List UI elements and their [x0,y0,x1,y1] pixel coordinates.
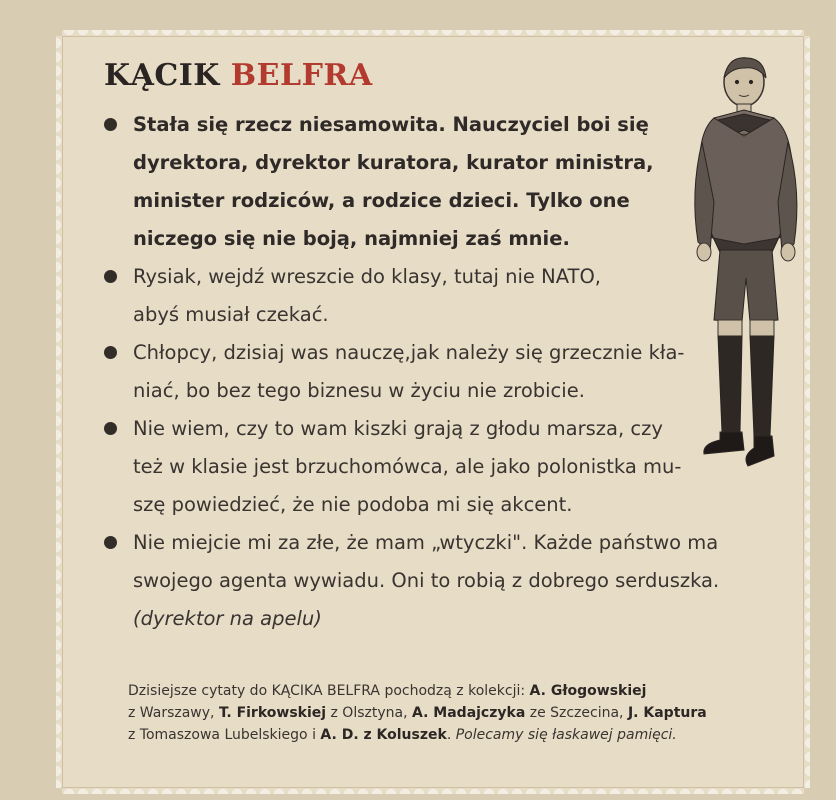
quote-line: też w klasie jest brzuchomówca, ale jako polonistka mu- [133,455,682,478]
quote-item [100,258,690,334]
credits-name: A. D. z Koluszek [320,727,447,743]
credits-text: Dzisiejsze cytaty do KĄCIKA BELFRA pochodzą z kolekcji: [128,683,530,699]
credits-name: A. Madajczyka [412,705,526,721]
quote-line: Nie wiem, czy to wam kiszki grają z głodu marsza, czy [133,417,663,440]
quote-line: Stała się rzecz niesamowita. Nauczyciel boi się [133,113,649,136]
quote-line: Rysiak, wejdź wreszcie do klasy, tutaj nie NATO, [133,265,601,288]
credits-line [128,724,748,746]
credits-text: . [446,727,456,743]
credits-footnote [128,680,748,746]
credits-name: J. Kaptura [627,705,707,721]
credits-line [128,702,748,724]
quote-line: szę powiedzieć, że nie podoba mi się akcent. [133,493,573,516]
schoolboy-illustration [684,52,808,492]
quote-line: swojego agenta wywiadu. Oni to robią z dobrego serduszka. [133,569,720,592]
bullet-icon [104,118,117,131]
quote-item [100,410,690,524]
bullet-icon [104,536,117,549]
title-part-1: KĄCIK [104,58,220,93]
quote-item [100,106,690,258]
credits-name: A. Głogowskiej [529,683,647,699]
quote-item [100,524,720,638]
page-title [104,58,373,93]
quote-line: niczego się nie boją, najmniej zaś mnie. [133,227,570,250]
quote-line: dyrektora, dyrektor kuratora, kurator ministra, [133,151,654,174]
title-part-2: BELFRA [230,58,373,93]
credits-text: ze Szczecina, [525,705,628,721]
credits-name: T. Firkowskiej [218,705,327,721]
credits-text: z Olsztyna, [326,705,412,721]
bullet-icon [104,422,117,435]
quote-line: Chłopcy, dzisiaj was nauczę,jak należy się grzecznie kła- [133,341,685,364]
quote-line: niać, bo bez tego biznesu w życiu nie zrobicie. [133,379,585,402]
quote-line: Nie miejcie mi za złe, że mam „wtyczki". Każde państwo ma [133,531,719,554]
quote-line: minister rodziców, a rodzice dzieci. Tylko one [133,189,630,212]
quote-list [100,106,720,638]
bullet-icon [104,270,117,283]
quote-line: abyś musiał czekać. [133,303,329,326]
credits-closing: Polecamy się łaskawej pamięci. [455,727,677,743]
credits-line [128,680,748,702]
quote-signature: (dyrektor na apelu) [133,607,322,630]
bullet-icon [104,346,117,359]
credits-text: z Warszawy, [128,705,219,721]
credits-text: z Tomaszowa Lubelskiego i [128,727,321,743]
quote-item [100,334,690,410]
